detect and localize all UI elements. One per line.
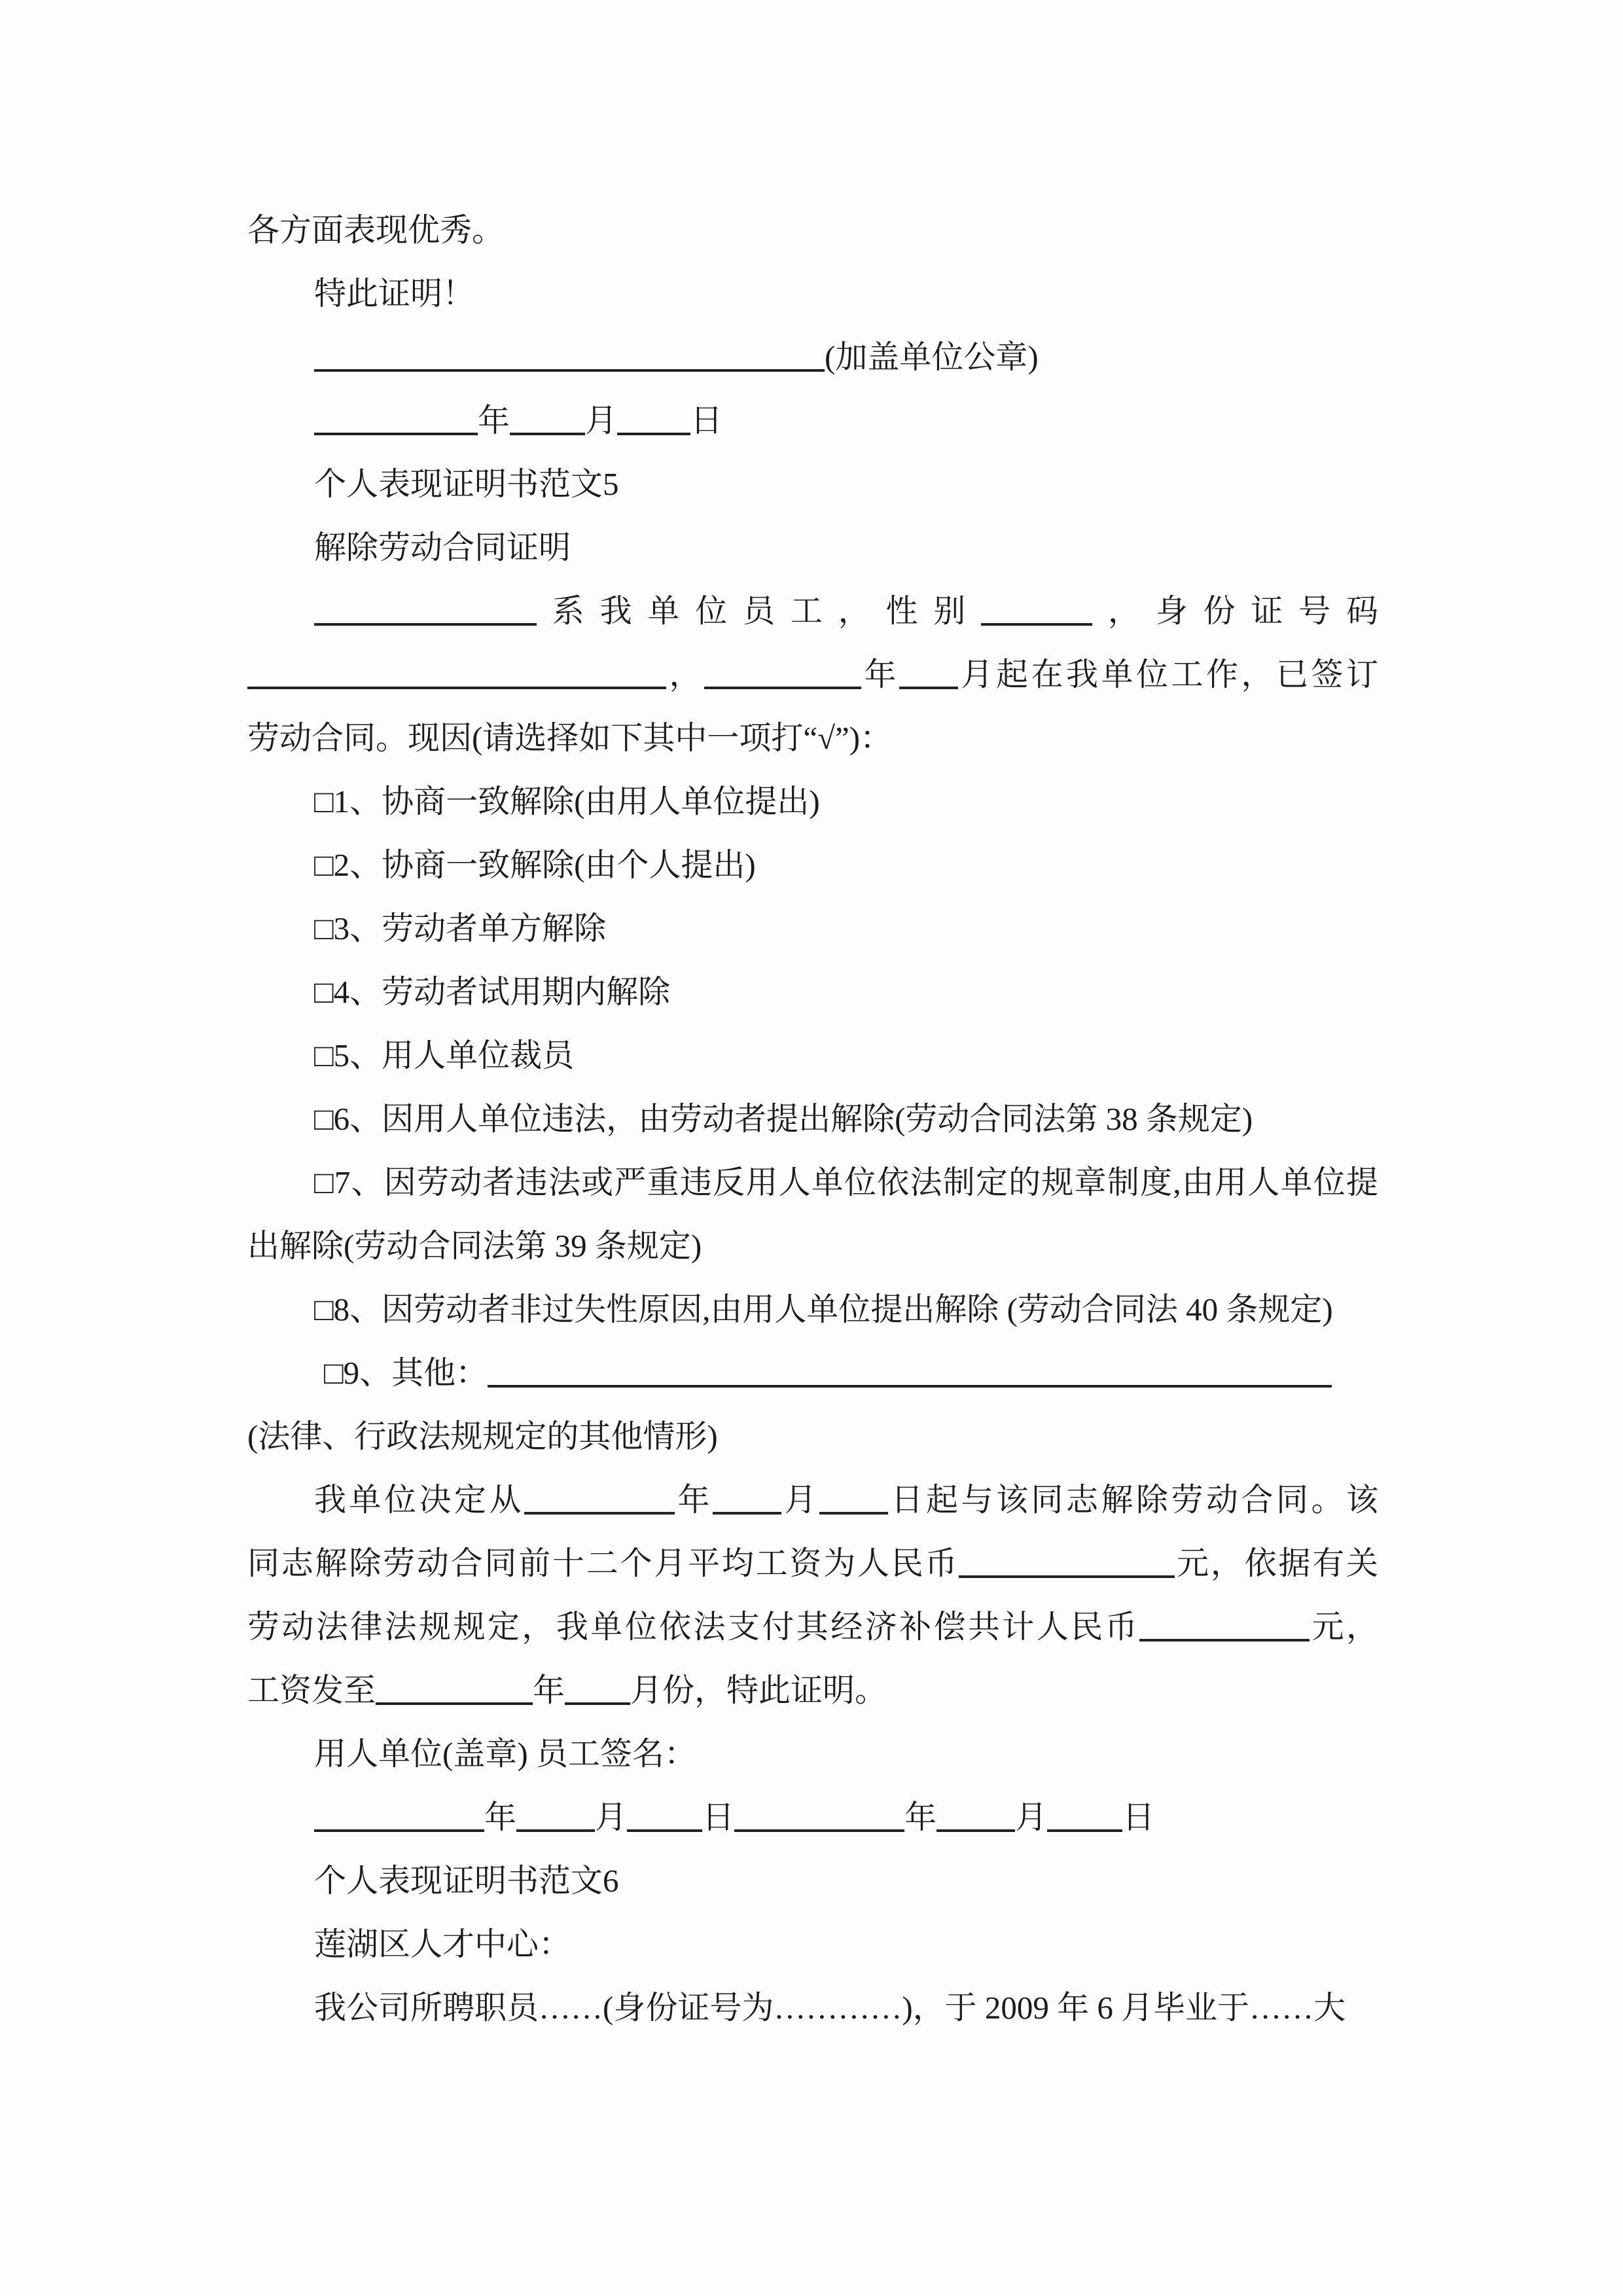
para-other-note [247, 1405, 1378, 1468]
checkbox-icon: □ [314, 1037, 334, 1073]
fill-in-blank [704, 669, 861, 689]
fill-in-blank [959, 1558, 1175, 1578]
fill-in-blank [247, 669, 666, 689]
dual-date-line [247, 1785, 1378, 1849]
heading-termination-cert [247, 516, 1378, 579]
checkbox-item-7 [247, 1151, 1378, 1214]
fill-in-blank [314, 1812, 484, 1832]
text-run: 个人表现证明书范文5 [314, 466, 619, 502]
checkbox-item-9 [247, 1341, 1378, 1405]
heading-sample-6 [247, 1849, 1378, 1912]
fill-in-blank [617, 415, 690, 435]
text-run: 月 [781, 1482, 819, 1518]
text-run: 系我单位员工，性别 [537, 593, 982, 629]
text-run: 9、其他： [343, 1355, 488, 1391]
fill-in-blank [713, 1494, 781, 1515]
checkbox-item-5 [247, 1024, 1378, 1087]
text-run: 8、因劳动者非过失性原因,由用人单位提出解除 (劳动合同法 40 条规定) [333, 1291, 1333, 1327]
checkbox-item-3 [247, 897, 1378, 960]
text-run: (法律、行政法规规定的其他情形) [247, 1418, 718, 1454]
text-run: 元， [1310, 1609, 1378, 1645]
checkbox-item-7-cont [247, 1214, 1378, 1278]
fill-in-blank [314, 351, 825, 372]
para-decision-1 [247, 1468, 1378, 1532]
checkbox-icon: □ [314, 783, 334, 819]
fill-in-blank [510, 415, 585, 435]
fill-in-blank [981, 605, 1092, 626]
text-run: 出解除(劳动合同法第 39 条规定) [247, 1228, 702, 1264]
checkbox-icon: □ [314, 910, 334, 946]
checkbox-item-8 [247, 1278, 1378, 1341]
text-run: 月起在我单位工作，已签订 [958, 656, 1378, 692]
fill-in-blank [488, 1367, 1332, 1388]
line-employer-employee-sign [247, 1722, 1378, 1785]
checkbox-icon: □ [314, 1164, 334, 1200]
text-run: 日起与该同志解除劳动合同。该 [888, 1482, 1378, 1518]
text-run: 工资发至 [247, 1672, 376, 1708]
para-reason-select [247, 706, 1378, 770]
checkbox-icon: □ [314, 1291, 334, 1327]
text-run: 月 [595, 1799, 628, 1835]
fill-in-blank [524, 1494, 675, 1515]
checkbox-icon: □ [314, 847, 334, 883]
text-run: 年 [675, 1482, 713, 1518]
fill-in-blank [936, 1812, 1015, 1832]
text-run: 我公司所聘职员……(身份证号为…………)，于 2009 年 6 月毕业于……大 [314, 1990, 1346, 2026]
text-run: 月 [585, 403, 618, 439]
text-run: 莲湖区人才中心： [314, 1926, 571, 1962]
checkbox-item-1 [247, 770, 1378, 833]
checkbox-item-2 [247, 833, 1378, 897]
para-company-statement [247, 1976, 1378, 2039]
fill-in-blank [1047, 1812, 1122, 1832]
text-run: (加盖单位公章) [825, 339, 1039, 375]
checkbox-icon: □ [314, 974, 334, 1010]
text-run: 年 [533, 1672, 565, 1708]
checkbox-item-6 [247, 1087, 1378, 1151]
text-run: 日 [1122, 1799, 1155, 1835]
text-run: 7、因劳动者违法或严重违反用人单位依法制定的规章制度,由用人单位提 [334, 1164, 1378, 1200]
text-run: 月 [1015, 1799, 1048, 1835]
date-line [247, 389, 1378, 452]
text-run: 我单位决定从 [314, 1482, 524, 1518]
text-run: ，身份证号码 [1092, 593, 1378, 629]
para-hereby-certify [247, 262, 1378, 325]
para-employee-intro-2 [247, 643, 1378, 706]
fill-in-blank [314, 605, 537, 626]
para-decision-4 [247, 1659, 1378, 1722]
fill-in-blank [516, 1812, 595, 1832]
fill-in-blank [819, 1494, 888, 1515]
text-run: 特此证明！ [314, 276, 475, 312]
text-run: 年 [861, 656, 899, 692]
text-run: 4、劳动者试用期内解除 [333, 974, 671, 1010]
checkbox-icon: □ [314, 1101, 334, 1137]
text-run: 个人表现证明书范文6 [314, 1863, 619, 1899]
text-run: 3、劳动者单方解除 [333, 910, 607, 946]
text-run: 年 [904, 1799, 937, 1835]
text-run: 各方面表现优秀。 [247, 212, 505, 248]
checkbox-icon: □ [324, 1355, 344, 1391]
heading-sample-5 [247, 452, 1378, 516]
fill-in-blank [314, 415, 478, 435]
seal-signature-line [247, 325, 1378, 389]
para-employee-intro-1 [247, 579, 1378, 643]
fill-in-blank [565, 1685, 630, 1705]
text-run: 6、因用人单位违法，由劳动者提出解除(劳动合同法第 38 条规定) [333, 1101, 1253, 1137]
fill-in-blank [376, 1685, 533, 1705]
para-decision-2 [247, 1532, 1378, 1595]
text-run: 解除劳动合同证明 [314, 529, 571, 565]
text-run: 月份，特此证明。 [630, 1672, 887, 1708]
para-performance-end [247, 198, 1378, 262]
text-run: 日 [702, 1799, 735, 1835]
text-run: 劳动法律法规规定，我单位依法支付其经济补偿共计人民币 [247, 1609, 1140, 1645]
text-run: 元，依据有关 [1175, 1545, 1378, 1581]
fill-in-blank [734, 1812, 904, 1832]
document-body [247, 198, 1378, 2039]
text-run: 劳动合同。现因(请选择如下其中一项打“√”)： [247, 720, 893, 756]
fill-in-blank [1139, 1621, 1310, 1641]
text-run: 用人单位(盖章) 员工签名： [314, 1736, 696, 1772]
para-decision-3 [247, 1595, 1378, 1659]
checkbox-item-4 [247, 960, 1378, 1024]
text-run: 年 [478, 403, 510, 439]
text-run: 年 [484, 1799, 517, 1835]
text-run: 2、协商一致解除(由个人提出) [333, 847, 756, 883]
text-run: 日 [690, 403, 723, 439]
fill-in-blank [899, 669, 958, 689]
text-run: 同志解除劳动合同前十二个月平均工资为人民币 [247, 1545, 959, 1581]
text-run: 1、协商一致解除(由用人单位提出) [333, 783, 820, 819]
text-run: 5、用人单位裁员 [333, 1037, 575, 1073]
fill-in-blank [627, 1812, 702, 1832]
salutation-lianhu [247, 1912, 1378, 1976]
text-run: ， [666, 656, 704, 692]
